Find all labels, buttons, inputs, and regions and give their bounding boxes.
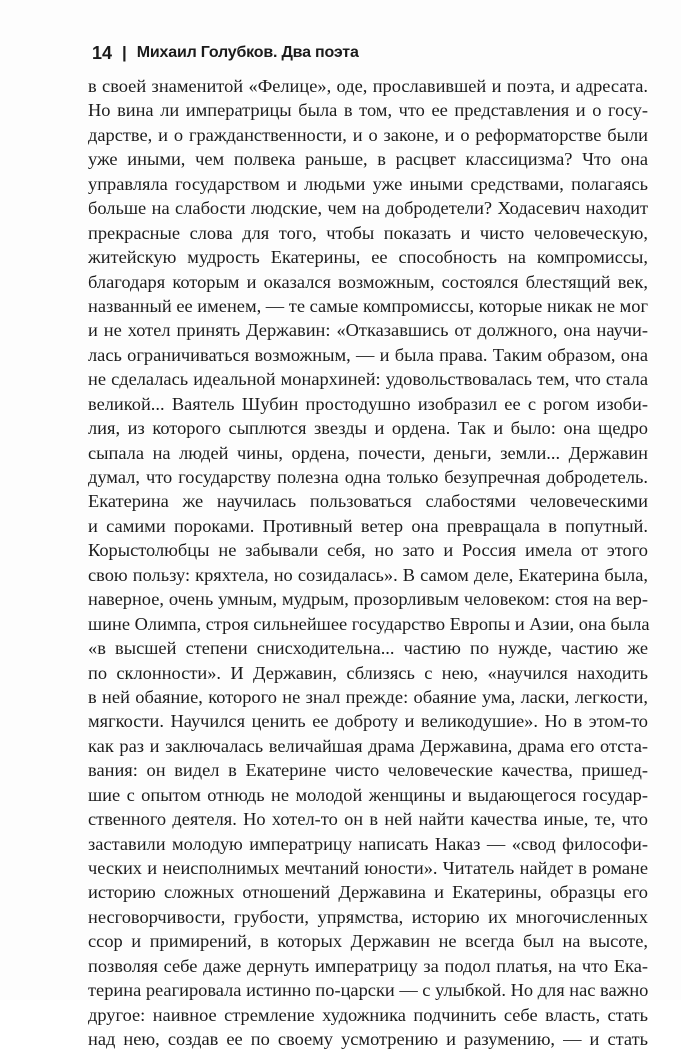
text-line: лия, из которого сыплются звезды и ордена. Так и было: она щедро [88,418,648,439]
text-line: в своей знаменитой «Фелице», оде, прославившей и поэта, и адресата. [88,76,648,96]
text-line: позволяя себе даже дернуть императрицу за подол платья, на что Ека- [88,955,648,976]
text-line: и самими пороками. Противный ветер она превращала в попутный. [88,515,648,536]
body-text [88,74,648,1052]
text-line: шие с опытом отнюдь не молодой женщины и выдающегося государ- [88,784,648,805]
text-line: больше на слабости людские, чем на добродетели? Ходасевич находит [88,198,648,219]
text-line: житейскую мудрость Екатерины, ее способность на компромиссы, [88,247,648,268]
text-line: вания: он видел в Екатерине чисто человеческие качества, пришед- [88,760,648,781]
text-line: свою пользу: кряхтела, но созидалась». В самом деле, Екатерина была, [88,564,648,585]
text-line: думал, что государству полезна одна только безупречная добродетель. [88,467,648,487]
running-title: Михаил Голубков. Два поэта [136,44,359,61]
text-line: другое: наивное стремление художника подчинить себе власть, стать [88,1004,648,1025]
text-line: терина реагировала истинно по-царски — с улыбкой. Но для нас важно [88,980,649,1001]
text-line: ссор и примирений, в которых Державин не всегда был на высоте, [88,931,648,952]
text-line: лась ограничиваться возможным, — и была права. Таким образом, она [88,344,648,365]
text-line: ческих и неисполнимых мечтаний юности». Читатель найдет в романе [88,858,648,878]
text-line: уже иными, чем полвека раньше, в расцвет классицизма? Что она [88,149,648,170]
text-line: в ней обаяние, которого не знал прежде: обаяние ума, ласки, легкости, [88,686,648,707]
text-line: управляла государством и людьми уже иными средствами, полагаясь [88,173,648,194]
text-line: названный ее именем, — те самые компромиссы, которые никак не мог [88,295,648,316]
text-line: по склонности». И Державин, сблизясь с нею, «научился находить [88,662,648,683]
text-line: не сделалась идеальной монархиней: удовольствовалась тем, что стала [88,369,648,390]
text-line: Корыстолюбцы не забывали себя, но зато и Россия имела от этого [88,540,648,561]
text-line: сыпала на людей чины, ордена, почести, деньги, земли... Державин [88,442,648,463]
text-line: дарстве, и о гражданственности, и о законе, и о реформаторстве были [88,124,648,145]
text-line: как раз и заключалась величайшая драма Державина, драма его отста- [88,735,648,756]
page-number: 14 [92,42,113,63]
text-line: несговорчивости, грубости, упрямства, историю их многочисленных [88,906,648,927]
header-separator: | [122,43,127,62]
text-line: наверное, очень умным, мудрым, прозорливым человеком: стоя на вер- [88,589,648,610]
text-line: Но вина ли императрицы была в том, что ее представления и о госу- [88,100,648,121]
running-head [92,40,359,66]
text-line: заставили молодую императрицу написать Наказ — «свод философи- [88,833,648,854]
text-line: и не хотел принять Державин: «Отказавшись от должного, она научи- [88,320,648,341]
text-line: над нею, создав ее по своему усмотрению и разумению, — и стать [88,1029,648,1050]
text-line: «в высшей степени снисходительна... частию по нужде, частию же [88,638,648,659]
text-line: шине Олимпа, строя сильнейшее государство Европы и Азии, она была [88,613,650,634]
text-line: ственного деятеля. Но хотел-то он в ней найти качества иные, те, что [88,809,648,830]
text-line: Екатерина же научилась пользоваться слабостями человеческими [88,491,648,512]
text-line: прекрасные слова для того, чтобы показать и чисто человеческую, [88,222,648,243]
text-line: историю сложных отношений Державина и Екатерины, образцы его [88,882,648,903]
text-line: благодаря которым и оказался возможным, состоялся блестящий век, [88,271,648,292]
text-line: великой... Ваятель Шубин простодушно изобразил ее с рогом изоби- [88,393,648,414]
text-line: мягкости. Научился ценить ее доброту и великодушие». Но в этом-то [88,711,648,732]
